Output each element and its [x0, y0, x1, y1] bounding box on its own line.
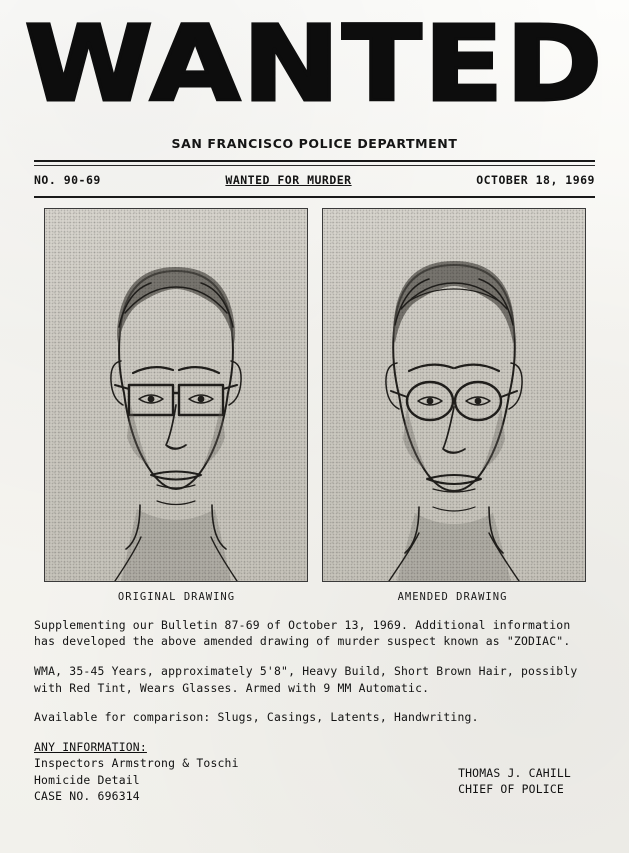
- page-title: WANTED: [24, 3, 605, 125]
- bulletin-header: [34, 173, 595, 187]
- divider-top: [34, 160, 595, 162]
- original-sketch-illustration: [45, 209, 307, 581]
- bulletin-reason: WANTED FOR MURDER: [225, 172, 352, 187]
- contact-line-detail: Homicide Detail: [34, 772, 140, 787]
- signatory-title: CHIEF OF POLICE: [458, 782, 564, 797]
- bulletin-number: NO. 90-69: [34, 172, 101, 187]
- amended-suspect-sketch: [322, 208, 586, 582]
- contact-line-inspectors: Inspectors Armstrong & Toschi: [34, 756, 239, 771]
- divider-top-thin: [34, 165, 595, 166]
- portrait-captions: [34, 591, 595, 603]
- bulletin-date: OCTOBER 18, 1969: [476, 172, 595, 187]
- portrait-gallery: [34, 208, 595, 582]
- divider-below-bulletin: [34, 196, 595, 198]
- contact-block: [34, 739, 239, 805]
- amended-sketch-illustration: [323, 209, 585, 581]
- department-name: SAN FRANCISCO POLICE DEPARTMENT: [171, 135, 458, 151]
- caption-original-drawing: ORIGINAL DRAWING: [117, 590, 236, 603]
- headline-area: [24, 0, 605, 125]
- description-text: [34, 617, 595, 726]
- signatory-name: THOMAS J. CAHILL: [458, 765, 571, 780]
- contact-line-case-number: CASE NO. 696314: [34, 789, 140, 804]
- paragraph-description: WMA, 35-45 Years, approximately 5'8", Heavy Build, Short Brown Hair, possibly with Red Tint, Wears Glasses. Armed with 9 MM Automatic.: [34, 663, 578, 695]
- paragraph-supplement: Supplementing our Bulletin 87-69 of October 13, 1969. Additional information has developed the above amended drawing of murder suspect known as "ZODIAC".: [34, 617, 571, 649]
- caption-amended-drawing: AMENDED DRAWING: [397, 590, 508, 603]
- original-suspect-sketch: [44, 208, 308, 582]
- signatory-block: [458, 739, 595, 798]
- contact-heading: ANY INFORMATION:: [34, 739, 147, 754]
- footer-area: [34, 739, 595, 805]
- paragraph-evidence: Available for comparison: Slugs, Casings, Latents, Handwriting.: [34, 710, 479, 725]
